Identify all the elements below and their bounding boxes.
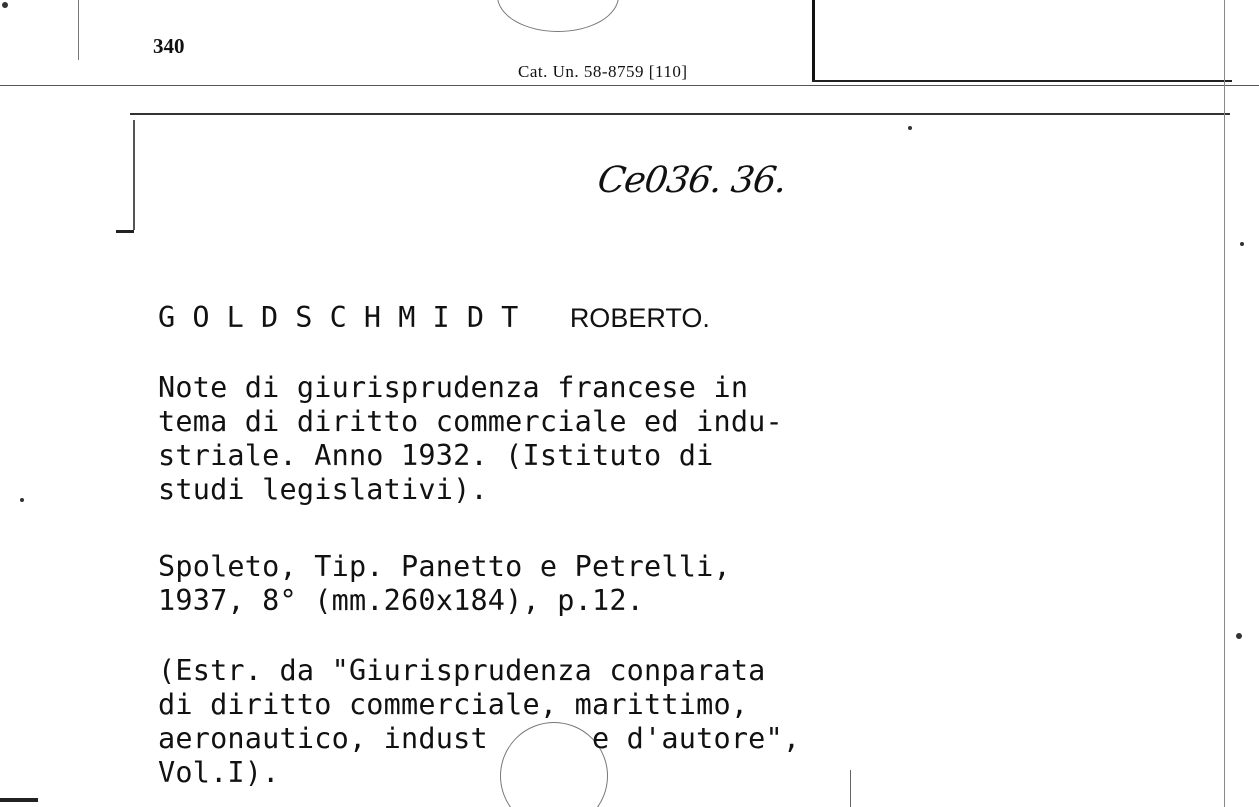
imprint-line: 1937, 8° (mm.260x184), p.12. (158, 584, 645, 617)
card-top-edge (130, 113, 1230, 115)
title-line: tema di diritto commerciale ed indu- (158, 405, 783, 438)
title-line: studi legislativi). (158, 473, 488, 506)
bottom-left-mark (0, 798, 38, 802)
title-line: Note di giurisprudenza francese in (158, 371, 749, 404)
left-bracket (133, 120, 135, 230)
speck (20, 498, 24, 502)
left-tick (78, 0, 79, 60)
note-line: (Estr. da "Giurisprudenza conparata (158, 654, 766, 687)
author-heading (158, 301, 710, 335)
title-line: striale. Anno 1932. (Istituto di (158, 439, 714, 472)
imprint-block (158, 550, 731, 618)
right-edge (1224, 0, 1225, 807)
note-line: aeronautico, indust e d'autore", (158, 722, 801, 755)
speck (2, 2, 8, 8)
note-block (158, 654, 800, 790)
speck (908, 126, 912, 130)
top-rule (0, 85, 1259, 86)
note-line: Vol.I). (158, 756, 280, 789)
imprint-line: Spoleto, Tip. Panetto e Petrelli, (158, 550, 731, 583)
note-line: di diritto commerciale, marittimo, (158, 688, 749, 721)
speck (1240, 242, 1244, 246)
header-underline (812, 80, 1232, 82)
left-bracket-foot (116, 230, 134, 233)
call-number: Ce036. 36. (595, 160, 789, 201)
header-divider (812, 0, 815, 80)
catalog-reference: Cat. Un. 58-8759 [110] (518, 62, 688, 81)
bottom-vertical-mark (850, 770, 851, 807)
author-surname: G O L D S C H M I D T (158, 301, 519, 334)
speck (1236, 633, 1242, 639)
title-block (158, 371, 783, 507)
punch-hole-top (497, 0, 619, 32)
page-number: 340 (153, 34, 185, 58)
author-given-name: ROBERTO. (569, 303, 710, 333)
